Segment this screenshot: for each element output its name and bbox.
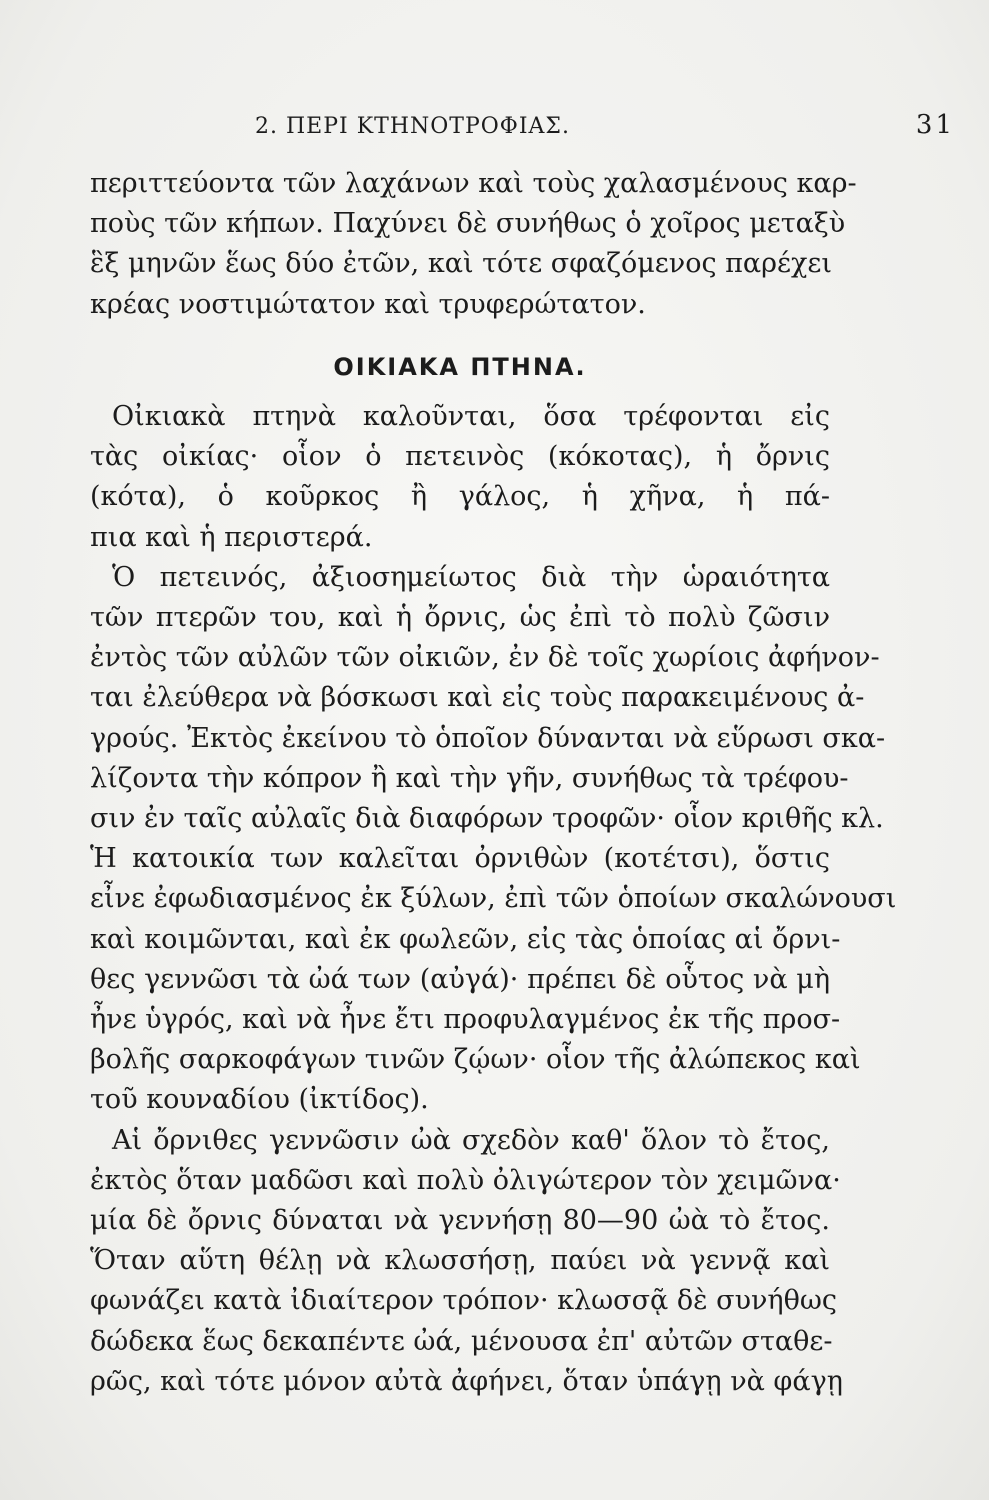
text-line: γρούς. Ἐκτὸς ἐκείνου τὸ ὁποῖον δύνανται νὰ εὕρωσι σκα- [90, 722, 886, 754]
text-line: Αἱ ὄρνιθες γεννῶσιν ὠὰ σχεδὸν καθ' ὅλον τὸ ἔτος, [112, 1124, 830, 1156]
page-number: 31 [915, 110, 955, 140]
text-line: ἐκτὸς ὅταν μαδῶσι καὶ πολὺ ὀλιγώτερον τὸν χειμῶνα· [90, 1164, 841, 1196]
body-text [90, 164, 897, 1402]
text-line: τὰς οἰκίας· οἷον ὁ πετεινὸς (κόκοτας), ἡ ὄρνις [90, 441, 830, 473]
text-line: Ἡ κατοικία των καλεῖται ὀρνιθὼν (κοτέτσι), ὅστις [90, 843, 830, 875]
text-line: κρέας νοστιμώτατον καὶ τρυφερώτατον. [90, 288, 646, 320]
text-line: τῶν πτερῶν του, καὶ ἡ ὄρνις, ὡς ἐπὶ τὸ πολὺ ζῶσιν [90, 602, 830, 634]
paragraph [90, 397, 830, 558]
text-line: ρῶς, καὶ τότε μόνον αὐτὰ ἀφήνει, ὅταν ὑπάγῃ νὰ φάγῃ [90, 1365, 843, 1397]
text-line: Οἰκιακὰ πτηνὰ καλοῦνται, ὅσα τρέφονται εἰς [112, 401, 830, 433]
paragraph [90, 558, 897, 1121]
text-line: τοῦ κουναδίου (ἰκτίδος). [90, 1084, 429, 1116]
running-head [255, 110, 955, 140]
text-line: ποὺς τῶν κήπων. Παχύνει δὲ συνήθως ὁ χοῖρος μεταξὺ [90, 208, 846, 240]
paragraph [90, 1121, 843, 1402]
text-line: δώδεκα ἕως δεκαπέντε ὠά, μένουσα ἐπ' αὐτῶν σταθε- [90, 1325, 833, 1357]
text-line: ἓξ μηνῶν ἕως δύο ἐτῶν, καὶ τότε σφαζόμενος παρέχει [90, 248, 832, 280]
text-line: θες γεννῶσι τὰ ὠά των (αὐγά)· πρέπει δὲ οὗτος νὰ μὴ [90, 963, 830, 995]
chapter-title: 2. ΠΕΡΙ ΚΤΗΝΟΤΡΟΦΙΑΣ. [255, 114, 570, 139]
text-line: σιν ἐν ταῖς αὐλαῖς διὰ διαφόρων τροφῶν· οἷον κριθῆς κλ. [90, 803, 884, 835]
text-line: εἶνε ἐφωδιασμένος ἐκ ξύλων, ἐπὶ τῶν ὁποίων σκαλώνουσι [90, 883, 897, 915]
text-line: μία δὲ ὄρνις δύναται νὰ γεννήσῃ 80—90 ὠὰ τὸ ἔτος. [90, 1205, 830, 1237]
text-line: καὶ κοιμῶνται, καὶ ἐκ φωλεῶν, εἰς τὰς ὁποίας αἱ ὄρνι- [90, 923, 841, 955]
text-line: πια καὶ ἡ περιστερά. [90, 521, 373, 553]
text-line: ἐντὸς τῶν αὐλῶν τῶν οἰκιῶν, ἐν δὲ τοῖς χωρίοις ἀφήνον- [90, 642, 880, 674]
text-line: λίζοντα τὴν κόπρον ἢ καὶ τὴν γῆν, συνήθως τὰ τρέφου- [90, 762, 849, 794]
text-line: Ὅταν αὕτη θέλῃ νὰ κλωσσήσῃ, παύει νὰ γεννᾷ καὶ [90, 1245, 830, 1277]
text-line: περιττεύοντα τῶν λαχάνων καὶ τοὺς χαλασμένους καρ- [90, 168, 857, 199]
section-heading: ΟΙΚΙΑΚΑ ΠΤΗΝΑ. [333, 352, 587, 381]
text-line: φωνάζει κατὰ ἰδιαίτερον τρόπον· κλωσσᾷ δὲ συνήθως [90, 1285, 837, 1317]
text-line: Ὁ πετεινός, ἀξιοσημείωτος διὰ τὴν ὡραιότητα [112, 561, 830, 593]
text-line: ἦνε ὑγρός, καὶ νὰ ἦνε ἔτι προφυλαγμένος ἐκ τῆς προσ- [90, 1004, 841, 1036]
paragraph [90, 164, 857, 325]
text-line: (κότα), ὁ κοῦρκος ἢ γάλος, ἡ χῆνα, ἡ πά- [90, 481, 830, 513]
text-line: ται ἐλεύθερα νὰ βόσκωσι καὶ εἰς τοὺς παρακειμένους ἀ- [90, 682, 865, 714]
text-line: βολῆς σαρκοφάγων τινῶν ζῴων· οἷον τῆς ἀλώπεκος καὶ [90, 1044, 861, 1076]
